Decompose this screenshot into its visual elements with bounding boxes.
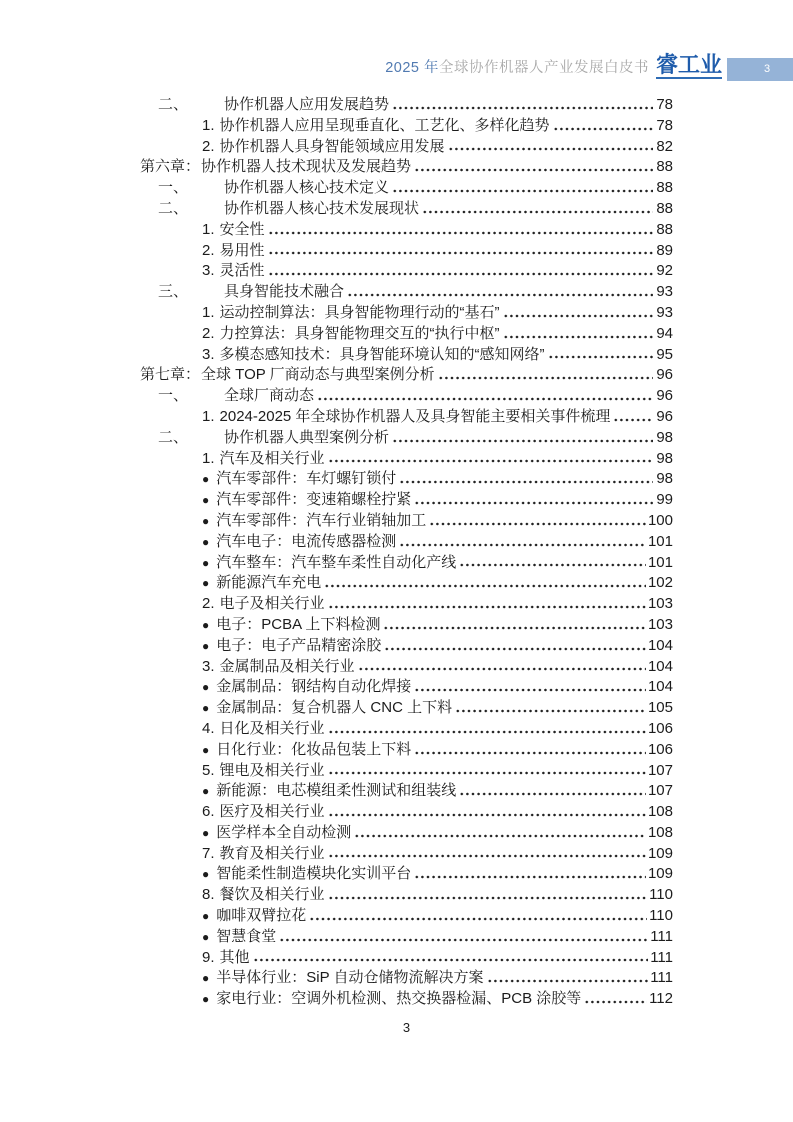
toc-entry-title: 智能柔性制造模块化实训平台 <box>216 865 412 883</box>
toc-entry-num[interactable] <box>140 447 673 468</box>
toc-entry-page-number: 100 <box>647 511 673 529</box>
toc-entry-marker: 1. <box>202 449 215 467</box>
toc-entry-page-number: 82 <box>656 137 673 155</box>
dot-leader <box>358 655 646 676</box>
toc-entry-marker: 一、 <box>158 179 189 197</box>
toc-entry-num[interactable] <box>140 343 673 364</box>
dot-leader <box>399 530 646 551</box>
toc-entry-marker: ● <box>202 909 210 924</box>
toc-entry-title: 协作机器人核心技术定义 <box>224 179 390 197</box>
toc-entry-title: 日化及相关行业 <box>219 719 325 737</box>
toc-entry-marker: ● <box>202 742 210 757</box>
dot-leader <box>429 509 646 530</box>
footer-page-number: 3 <box>402 1020 411 1035</box>
toc-entry-marker: ● <box>202 534 210 549</box>
toc-entry-page-number: 88 <box>656 220 673 238</box>
dot-leader <box>455 696 646 717</box>
dot-leader <box>503 322 653 343</box>
toc-entry-section[interactable] <box>140 93 673 114</box>
toc-entry-marker: 7. <box>202 844 215 862</box>
toc-entry-title: 金属制品及相关行业 <box>219 657 355 675</box>
toc-entry-marker: 3. <box>202 345 215 363</box>
toc-entry-num[interactable] <box>140 717 673 738</box>
toc-entry-section[interactable] <box>140 426 673 447</box>
toc-entry-bullet[interactable] <box>140 613 673 634</box>
toc-entry-title: 力控算法：具身智能物理交互的“执行中枢” <box>219 324 500 342</box>
page-header <box>385 50 793 82</box>
toc-entry-page-number: 104 <box>647 657 673 675</box>
toc-entry-marker: ● <box>202 472 210 487</box>
dot-leader <box>268 239 653 260</box>
toc-entry-title: 锂电及相关行业 <box>219 761 325 779</box>
toc-entry-page-number: 96 <box>656 366 673 384</box>
toc-entry-page-number: 107 <box>647 761 673 779</box>
toc-entry-num[interactable] <box>140 114 673 135</box>
toc-entry-title: 全球 TOP 厂商动态与典型案例分析 <box>201 366 435 384</box>
toc-entry-page-number: 93 <box>656 283 673 301</box>
toc-entry-title: 全球厂商动态 <box>224 387 315 405</box>
toc-entry-marker: 2. <box>202 241 215 259</box>
toc-entry-marker: ● <box>202 825 210 840</box>
toc-entry-marker: ● <box>202 929 210 944</box>
toc-entry-page-number: 94 <box>656 324 673 342</box>
toc-entry-title: 教育及相关行业 <box>219 844 325 862</box>
dot-leader <box>253 946 649 967</box>
toc-entry-page-number: 104 <box>647 678 673 696</box>
toc-entry-title: 汽车及相关行业 <box>219 449 325 467</box>
dot-leader <box>268 218 653 239</box>
toc-entry-page-number: 110 <box>649 907 673 925</box>
toc-entry-marker: 2. <box>202 324 215 342</box>
dot-leader <box>328 883 648 904</box>
toc-entry-marker: ● <box>202 513 210 528</box>
toc-entry-section[interactable] <box>140 280 673 301</box>
toc-entry-title: 新能源汽车充电 <box>216 574 322 592</box>
toc-entry-num[interactable] <box>140 322 673 343</box>
toc-entry-page-number: 110 <box>649 886 673 904</box>
toc-entry-title: 汽车零部件：车灯螺钉锁付 <box>216 470 397 488</box>
dot-leader <box>414 675 646 696</box>
toc-entry-page-number: 111 <box>650 948 673 966</box>
toc-entry-title: 协作机器人具身智能领域应用发展 <box>219 137 445 155</box>
toc-entry-section[interactable] <box>140 384 673 405</box>
toc-entry-title: 汽车零部件：变速箱螺栓拧紧 <box>216 491 412 509</box>
toc-entry-num[interactable] <box>140 759 673 780</box>
dot-leader <box>414 738 646 759</box>
dot-leader <box>324 571 646 592</box>
toc-entry-page-number: 88 <box>656 179 673 197</box>
toc-entry-page-number: 98 <box>656 428 673 446</box>
toc-entry-marker: 8. <box>202 886 215 904</box>
toc-entry-chapter[interactable] <box>140 363 673 384</box>
page-footer <box>140 1020 673 1035</box>
toc-entry-bullet[interactable] <box>140 779 673 800</box>
toc-entry-title: 家电行业：空调外机检测、热交换器检漏、PCB 涂胶等 <box>216 990 582 1008</box>
toc-entry-title: 医学样本全自动检测 <box>216 823 352 841</box>
toc-entry-num[interactable] <box>140 135 673 156</box>
toc-entry-marker: 1. <box>202 220 215 238</box>
brand-logo: 睿工业 <box>655 51 722 77</box>
toc-entry-page-number: 92 <box>656 262 673 280</box>
toc-entry-marker: ● <box>202 971 210 986</box>
toc-entry-title: 医疗及相关行业 <box>219 803 325 821</box>
dot-leader <box>392 93 653 114</box>
toc-entry-title: 易用性 <box>219 241 265 259</box>
toc-entry-title: 日化行业：化妆品包装上下料 <box>216 740 412 758</box>
dot-leader <box>384 634 646 655</box>
toc-entry-page-number: 102 <box>647 574 673 592</box>
toc-entry-marker: 5. <box>202 761 215 779</box>
toc-entry-title: 新能源：电芯模组柔性测试和组装线 <box>216 782 457 800</box>
toc-entry-bullet[interactable] <box>140 966 673 987</box>
toc-entry-bullet[interactable] <box>140 530 673 551</box>
dot-leader <box>354 821 646 842</box>
toc-entry-marker: 1. <box>202 407 215 425</box>
dot-leader <box>279 925 648 946</box>
dot-leader <box>392 426 653 447</box>
dot-leader <box>414 488 653 509</box>
toc-entry-title: 协作机器人应用发展趋势 <box>224 96 390 113</box>
toc-entry-title: 协作机器人核心技术发展现状 <box>224 199 420 217</box>
toc-entry-page-number: 93 <box>656 303 673 321</box>
toc-entry-page-number: 109 <box>647 865 673 883</box>
toc-entry-marker: 3. <box>202 262 215 280</box>
toc-entry-marker: 二、 <box>158 428 189 446</box>
toc-entry-page-number: 109 <box>647 844 673 862</box>
dot-leader <box>438 363 653 384</box>
document-title <box>385 56 649 77</box>
toc-entry-num[interactable] <box>140 946 673 967</box>
toc-entry-title: 金属制品：钢结构自动化焊接 <box>216 678 412 696</box>
toc-entry-num[interactable] <box>140 800 673 821</box>
toc-entry-bullet[interactable] <box>140 509 673 530</box>
toc-entry-marker: 三、 <box>158 283 189 301</box>
document-title-year: 2025 年 <box>385 59 439 76</box>
toc-entry-page-number: 96 <box>656 387 673 405</box>
toc-entry-title: 半导体行业：SiP 自动仓储物流解决方案 <box>216 969 484 987</box>
toc-entry-title: 协作机器人典型案例分析 <box>224 428 390 446</box>
toc-entry-title: 汽车整车：汽车整车柔性自动化产线 <box>216 553 457 571</box>
dot-leader <box>309 904 647 925</box>
toc-entry-marker: ● <box>202 493 210 508</box>
toc-entry-title: 智慧食堂 <box>216 927 277 945</box>
toc-entry-marker: ● <box>202 992 210 1007</box>
dot-leader <box>459 551 646 572</box>
toc-entry-page-number: 78 <box>656 116 673 134</box>
toc-entry-bullet[interactable] <box>140 904 673 925</box>
dot-leader <box>448 135 653 156</box>
toc-entry-page-number: 98 <box>656 470 673 488</box>
toc-entry-title: 2024-2025 年全球协作机器人及具身智能主要相关事件梳理 <box>219 407 611 425</box>
toc-entry-bullet[interactable] <box>140 925 673 946</box>
toc-entry-marker: 3. <box>202 657 215 675</box>
toc-entry-bullet[interactable] <box>140 675 673 696</box>
toc-entry-marker: ● <box>202 555 210 570</box>
toc-entry-title: 金属制品：复合机器人 CNC 上下料 <box>216 699 453 717</box>
toc-entry-bullet[interactable] <box>140 862 673 883</box>
toc-entry-num[interactable] <box>140 655 673 676</box>
toc-entry-page-number: 112 <box>649 990 673 1008</box>
dot-leader <box>347 280 653 301</box>
document-title-rest: 全球协作机器人产业发展白皮书 <box>438 59 649 76</box>
toc-entry-title: 汽车零部件：汽车行业销轴加工 <box>216 511 427 529</box>
dot-leader <box>268 259 653 280</box>
toc-entry-page-number: 78 <box>656 96 673 113</box>
toc-entry-title: 电子：电子产品精密涂胶 <box>216 636 382 654</box>
toc-entry-title: 电子：PCBA 上下料检测 <box>216 615 381 633</box>
toc-entry-bullet[interactable] <box>140 571 673 592</box>
toc-entry-page-number: 103 <box>647 595 673 613</box>
toc-entry-bullet[interactable] <box>140 987 673 1008</box>
dot-leader <box>422 197 653 218</box>
dot-leader <box>328 800 646 821</box>
toc-entry-marker: 二、 <box>158 199 189 217</box>
toc-entry-page-number: 88 <box>656 199 673 217</box>
toc-entry-page-number: 95 <box>656 345 673 363</box>
toc-entry-num[interactable] <box>140 883 673 904</box>
toc-entry-marker: 4. <box>202 719 215 737</box>
toc-entry-title: 汽车电子：电流传感器检测 <box>216 532 397 550</box>
toc-entry-marker: 第六章： <box>140 158 201 176</box>
dot-leader <box>399 467 653 488</box>
toc-entry-section[interactable] <box>140 197 673 218</box>
toc-entry-num[interactable] <box>140 301 673 322</box>
table-of-contents <box>140 93 673 1008</box>
toc-entry-page-number: 103 <box>647 615 673 633</box>
toc-entry-bullet[interactable] <box>140 634 673 655</box>
toc-entry-title: 餐饮及相关行业 <box>219 886 325 904</box>
toc-entry-bullet[interactable] <box>140 821 673 842</box>
toc-entry-title: 协作机器人技术现状及发展趋势 <box>201 158 412 176</box>
toc-entry-title: 协作机器人应用呈现垂直化、工艺化、多样化趋势 <box>219 116 550 134</box>
toc-entry-title: 电子及相关行业 <box>219 595 325 613</box>
dot-leader <box>548 343 653 364</box>
dot-leader <box>414 862 646 883</box>
dot-leader <box>487 966 649 987</box>
toc-entry-num[interactable] <box>140 842 673 863</box>
toc-entry-title: 安全性 <box>219 220 265 238</box>
toc-entry-num[interactable] <box>140 239 673 260</box>
toc-entry-bullet[interactable] <box>140 551 673 572</box>
toc-entry-page-number: 111 <box>650 969 673 987</box>
dot-leader <box>503 301 653 322</box>
toc-entry-chapter[interactable] <box>140 155 673 176</box>
toc-entry-title: 咖啡双臂拉花 <box>216 907 307 925</box>
dot-leader <box>328 447 653 468</box>
dot-leader <box>383 613 646 634</box>
toc-entry-page-number: 104 <box>647 636 673 654</box>
toc-entry-marker: ● <box>202 867 210 882</box>
toc-entry-page-number: 108 <box>647 803 673 821</box>
toc-entry-page-number: 107 <box>647 782 673 800</box>
toc-entry-page-number: 106 <box>647 740 673 758</box>
toc-entry-title: 运动控制算法：具身智能物理行动的“基石” <box>219 303 500 321</box>
toc-entry-page-number: 101 <box>647 532 673 550</box>
toc-entry-page-number: 106 <box>647 719 673 737</box>
toc-entry-num[interactable] <box>140 259 673 280</box>
toc-entry-marker: 1. <box>202 116 215 134</box>
toc-entry-marker: 2. <box>202 595 215 613</box>
toc-entry-bullet[interactable] <box>140 738 673 759</box>
toc-entry-page-number: 89 <box>656 241 673 259</box>
toc-entry-page-number: 88 <box>656 158 673 176</box>
toc-entry-page-number: 101 <box>647 553 673 571</box>
toc-entry-page-number: 105 <box>647 699 673 717</box>
toc-entry-marker: ● <box>202 680 210 695</box>
toc-entry-marker: 二、 <box>158 96 189 113</box>
dot-leader <box>584 987 647 1008</box>
toc-entry-marker: ● <box>202 701 210 716</box>
dot-leader <box>459 779 646 800</box>
dot-leader <box>317 384 653 405</box>
toc-entry-num[interactable] <box>140 218 673 239</box>
toc-entry-bullet[interactable] <box>140 467 673 488</box>
toc-entry-marker: 2. <box>202 137 215 155</box>
dot-leader <box>328 759 646 780</box>
toc-entry-title: 多模态感知技术：具身智能环境认知的“感知网络” <box>219 345 545 363</box>
toc-entry-marker: ● <box>202 576 210 591</box>
toc-entry-marker: 1. <box>202 303 215 321</box>
dot-leader <box>414 155 653 176</box>
toc-entry-title: 具身智能技术融合 <box>224 283 345 301</box>
toc-entry-marker: 9. <box>202 948 215 966</box>
toc-entry-page-number: 108 <box>647 823 673 841</box>
dot-leader <box>553 114 653 135</box>
toc-entry-marker: ● <box>202 617 210 632</box>
dot-leader <box>328 842 646 863</box>
toc-entry-marker: ● <box>202 784 210 799</box>
toc-entry-page-number: 98 <box>656 449 673 467</box>
toc-entry-page-number: 99 <box>656 491 673 509</box>
dot-leader <box>613 405 653 426</box>
toc-entry-title: 其他 <box>219 948 250 966</box>
header-page-number-badge: 3 <box>727 58 793 81</box>
dot-leader <box>328 592 646 613</box>
toc-entry-section[interactable] <box>140 176 673 197</box>
toc-entry-marker: 一、 <box>158 387 189 405</box>
toc-entry-num[interactable] <box>140 405 673 426</box>
toc-entry-num[interactable] <box>140 592 673 613</box>
toc-entry-page-number: 111 <box>650 927 673 945</box>
dot-leader <box>392 176 653 197</box>
dot-leader <box>328 717 646 738</box>
toc-entry-marker: 6. <box>202 803 215 821</box>
toc-entry-marker: ● <box>202 638 210 653</box>
toc-entry-bullet[interactable] <box>140 488 673 509</box>
toc-entry-page-number: 96 <box>656 407 673 425</box>
toc-entry-bullet[interactable] <box>140 696 673 717</box>
toc-entry-marker: 第七章： <box>140 366 201 384</box>
toc-entry-title: 灵活性 <box>219 262 265 280</box>
